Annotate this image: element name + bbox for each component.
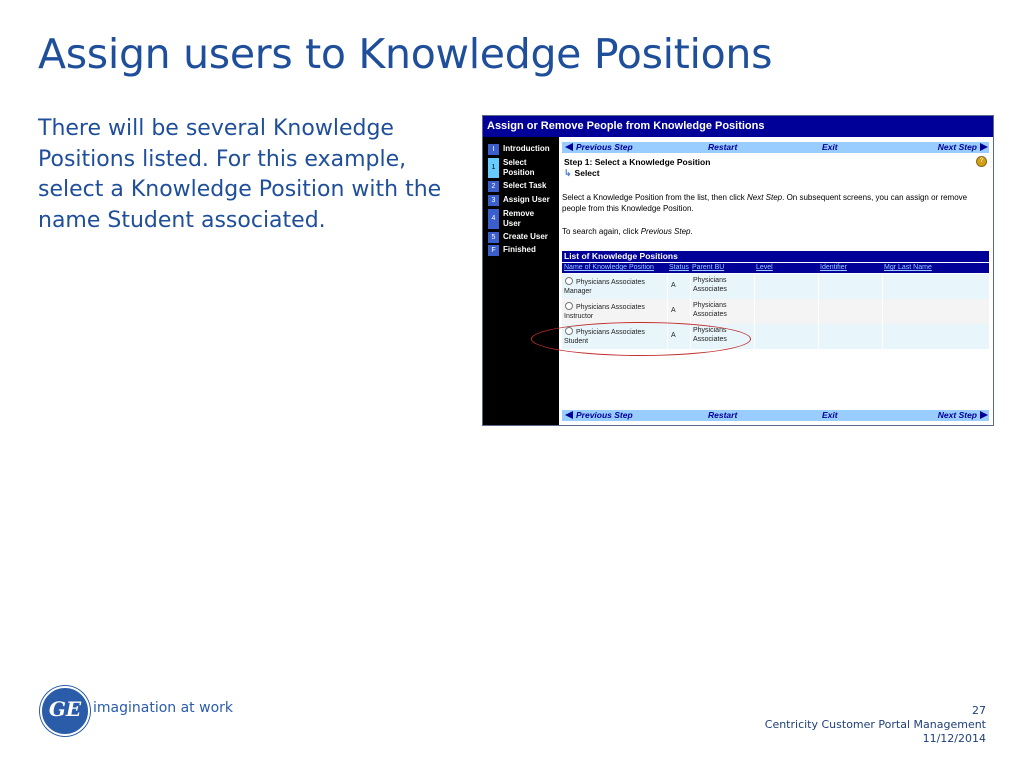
parent-bu-line1: Physicians: [693, 327, 727, 334]
status-cell: A: [671, 332, 676, 339]
slide-body-text: There will be several Knowledge Positions listed. For this example, select a Knowledge Position with the name Student associated.: [38, 116, 442, 233]
wizard-step-remove-user[interactable]: [488, 209, 537, 229]
exit-button[interactable]: Exit: [822, 142, 838, 152]
arrow-right-icon: [980, 143, 988, 151]
page-number: 27: [972, 704, 986, 717]
table-header-row: [562, 263, 989, 273]
table-row: [562, 299, 989, 324]
step-label: Finished: [503, 245, 536, 254]
parent-bu-line2: Associates: [693, 336, 727, 343]
position-name-cell: Physicians Associates: [565, 327, 645, 337]
status-cell: A: [671, 282, 676, 289]
step-label: Assign User: [503, 195, 550, 204]
table-row: [562, 274, 989, 299]
step-subtitle: ↳ Select: [564, 168, 600, 178]
step-number: 3: [488, 195, 499, 206]
arrow-right-icon: [980, 411, 988, 419]
wizard-step-select-position[interactable]: [488, 158, 543, 178]
status-cell: A: [671, 307, 676, 314]
slide-title: Assign users to Knowledge Positions: [38, 30, 773, 78]
position-name-line2: Manager: [564, 288, 592, 295]
wizard-sidebar: [483, 137, 559, 425]
next-step-button[interactable]: Next Step: [938, 410, 988, 421]
top-nav-bar: [562, 142, 989, 153]
exit-button[interactable]: Exit: [822, 410, 838, 420]
column-header-parent-bu[interactable]: Parent BU: [692, 264, 725, 271]
table-row: [562, 324, 989, 349]
parent-bu-line2: Associates: [693, 286, 727, 293]
bottom-nav-bar: [562, 410, 989, 421]
presentation-date: 11/12/2014: [922, 732, 986, 745]
step-label: Select Position: [503, 158, 535, 177]
position-name-line2: Instructor: [564, 313, 594, 320]
step-label: Select Task: [503, 181, 547, 190]
restart-button[interactable]: Restart: [708, 142, 738, 152]
app-screenshot: [482, 115, 994, 426]
step-number: 5: [488, 232, 499, 243]
column-header-mgr-last-name[interactable]: Mgr Last Name: [884, 264, 932, 271]
position-name-cell: Physicians Associates: [565, 277, 645, 287]
restart-button[interactable]: Restart: [708, 410, 738, 420]
ge-logo: [40, 686, 90, 736]
step-label: Remove User: [503, 209, 535, 228]
wizard-step-assign-user[interactable]: [488, 195, 550, 206]
wizard-step-create-user[interactable]: [488, 232, 548, 243]
subitem-arrow-icon: ↳: [564, 168, 572, 178]
parent-bu-line2: Associates: [693, 311, 727, 318]
help-icon[interactable]: ?: [976, 156, 987, 167]
step-title: Step 1: Select a Knowledge Position: [564, 157, 711, 167]
position-radio[interactable]: [565, 327, 573, 335]
step-number: 4: [488, 209, 499, 229]
column-header-identifier[interactable]: Identifier: [820, 264, 847, 271]
step-number: 1: [488, 158, 499, 178]
app-header: Assign or Remove People from Knowledge Positions: [483, 116, 993, 137]
parent-bu-line1: Physicians: [693, 302, 727, 309]
wizard-step-introduction[interactable]: [488, 144, 550, 155]
arrow-left-icon: [565, 411, 573, 419]
position-radio[interactable]: [565, 302, 573, 310]
column-header-status[interactable]: Status: [669, 264, 689, 271]
table-body: [562, 274, 989, 349]
position-radio[interactable]: [565, 277, 573, 285]
wizard-step-finished[interactable]: [488, 245, 536, 256]
footer-info: [765, 704, 986, 746]
previous-step-button[interactable]: Previous Step: [565, 142, 633, 153]
next-step-button[interactable]: Next Step: [938, 142, 988, 153]
step-number: F: [488, 245, 499, 256]
arrow-left-icon: [565, 143, 573, 151]
search-again-text: To search again, click Previous Step.: [562, 227, 693, 236]
step-number: I: [488, 144, 499, 155]
presentation-title: Centricity Customer Portal Management: [764, 718, 986, 731]
previous-step-button[interactable]: Previous Step: [565, 410, 633, 421]
parent-bu-line1: Physicians: [693, 277, 727, 284]
position-name-cell: Physicians Associates: [565, 302, 645, 312]
column-header-level[interactable]: Level: [756, 264, 773, 271]
step-number: 2: [488, 181, 499, 192]
wizard-step-select-task[interactable]: [488, 181, 546, 192]
position-name-line2: Student: [564, 338, 589, 345]
instruction-text: Select a Knowledge Position from the list, then click Next Step. On subsequent screens, you can assign or remove people from this Knowledge Position.: [562, 193, 968, 213]
footer-tagline: imagination at work: [93, 700, 233, 716]
step-label: Introduction: [503, 144, 550, 153]
ge-logo-text: GE: [48, 697, 82, 721]
column-header-name[interactable]: Name of Knowledge Position: [564, 264, 654, 271]
step-label: Create User: [503, 232, 548, 241]
list-title: List of Knowledge Positions: [562, 251, 989, 262]
